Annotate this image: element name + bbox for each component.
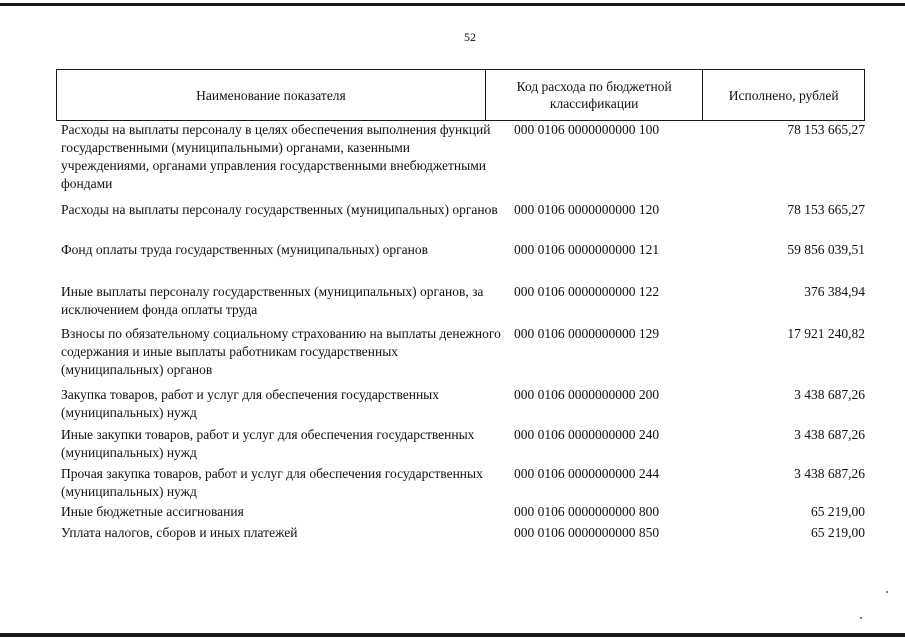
row-code: 000 0106 0000000000 129 [514,326,660,341]
row-name: Иные закупки товаров, работ и услуг для обеспечения государственных (муниципальных) нужд [61,427,475,460]
row-code: 000 0106 0000000000 240 [514,427,660,442]
bottom-border-rule [0,633,905,637]
row-code: 000 0106 0000000000 800 [514,504,660,519]
row-amount: 3 438 687,26 [794,466,865,481]
page-number: 52 [464,30,476,44]
row-code: 000 0106 0000000000 120 [514,202,660,217]
row-code: 000 0106 0000000000 244 [514,466,660,481]
row-code: 000 0106 0000000000 122 [514,284,660,299]
row-name: Взносы по обязательному социальному страхованию на выплаты денежного содержания и иные выплаты работникам государственных (муниципальных) органов [61,326,501,377]
row-name: Иные бюджетные ассигнования [61,504,244,519]
row-name: Закупка товаров, работ и услуг для обеспечения государственных (муниципальных) нужд [61,387,440,420]
header-name: Наименование показателя [57,70,486,120]
header-code: Код расхода по бюджетной классификации [486,70,703,120]
scan-speck [886,591,888,593]
row-name: Уплата налогов, сборов и иных платежей [61,525,298,540]
row-amount: 65 219,00 [811,504,865,519]
row-code: 000 0106 0000000000 100 [514,122,660,137]
row-amount: 78 153 665,27 [787,122,865,137]
row-code: 000 0106 0000000000 121 [514,242,660,257]
row-amount: 376 384,94 [804,284,865,299]
row-amount: 3 438 687,26 [794,427,865,442]
scan-speck [860,617,862,619]
header-amount: Исполнено, рублей [728,87,839,103]
row-name: Иные выплаты персоналу государственных (муниципальных) органов, за исключением фонда оплаты труда [61,284,484,317]
row-amount: 65 219,00 [811,525,865,540]
row-name: Прочая закупка товаров, работ и услуг для обеспечения государственных (муниципальных) нужд [61,466,483,499]
row-name: Расходы на выплаты персоналу в целях обеспечения выполнения функций государственными (муниципальными) органами, казенными учреждениями, органами управления государственными внебюджетными фондами [61,122,491,191]
row-amount: 3 438 687,26 [794,387,865,402]
row-name: Расходы на выплаты персоналу государственных (муниципальных) органов [61,202,498,217]
row-amount: 78 153 665,27 [787,202,865,217]
row-amount: 59 856 039,51 [787,242,865,257]
row-name: Фонд оплаты труда государственных (муниципальных) органов [61,242,428,257]
row-code: 000 0106 0000000000 200 [514,387,660,402]
row-code: 000 0106 0000000000 850 [514,525,660,540]
row-amount: 17 921 240,82 [787,326,865,341]
